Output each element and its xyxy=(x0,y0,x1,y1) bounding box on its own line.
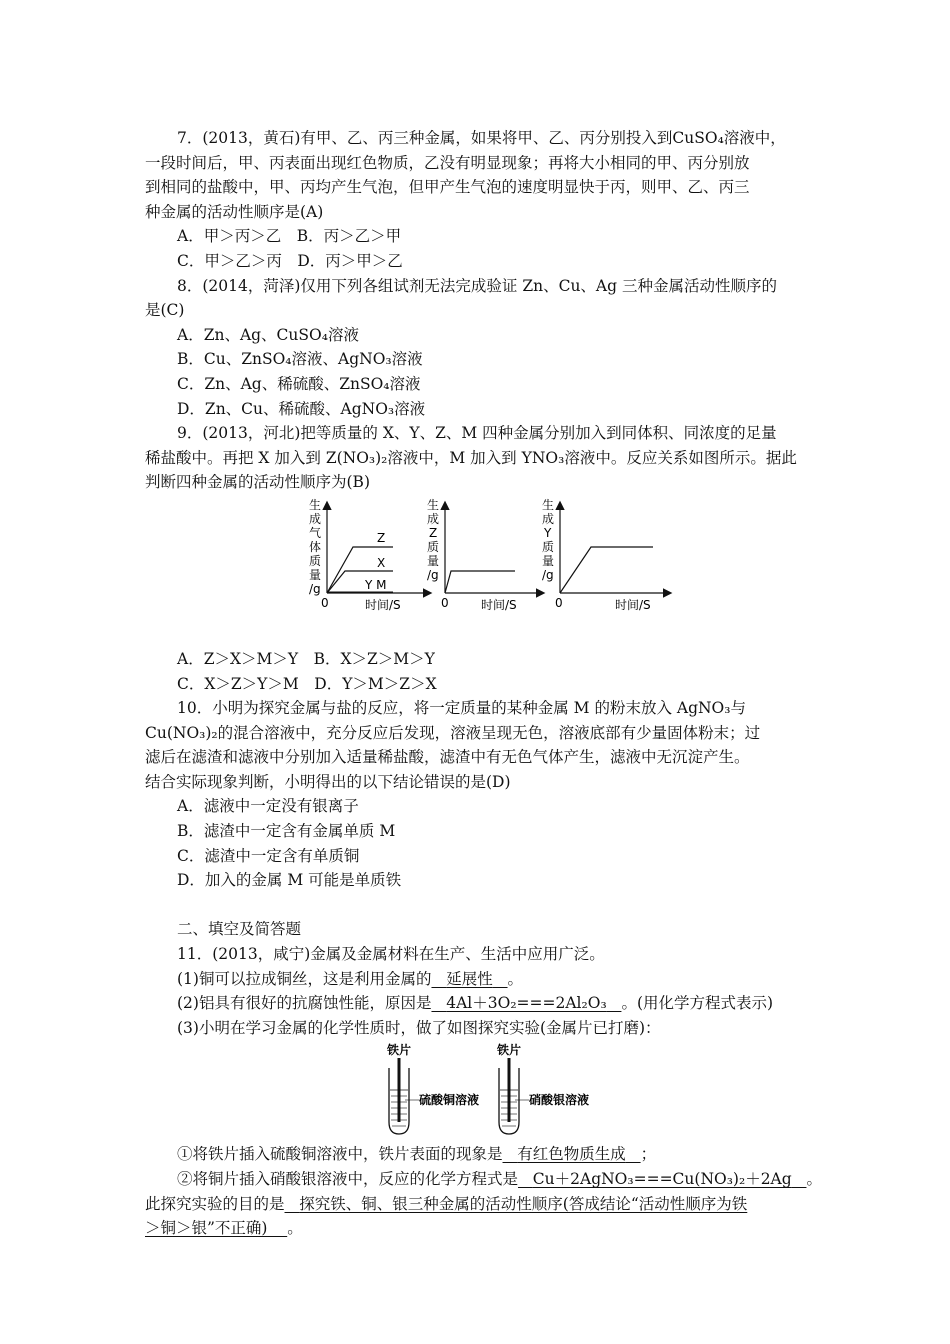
q9-graphs xyxy=(305,495,825,645)
q9-line-1: 9．(2013，河北)把等质量的 X、Y、Z、M 四种金属分别加入到同体积、同浓度的足量 xyxy=(177,424,777,443)
curve-graph-3 xyxy=(560,547,653,593)
graph-3-xlabel: 时间/S xyxy=(615,597,651,612)
label-z: Z xyxy=(377,530,386,545)
q11-s2-answer: Cu＋2AgNO₃===Cu(NO₃)₂＋2Ag xyxy=(532,1170,792,1188)
q11-p1-answer: 延展性 xyxy=(446,969,493,988)
left-label-top: 铁片 xyxy=(387,1043,412,1058)
q10-option-c: C．滤渣中一定含有单质铜 xyxy=(177,846,360,865)
graph-1-xlabel: 时间/S xyxy=(365,597,401,612)
svg-text:量: 量 xyxy=(542,553,555,568)
svg-text:成: 成 xyxy=(427,511,440,526)
worksheet xyxy=(145,126,822,1241)
q9-line-3: 判断四种金属的活动性顺序为(B) xyxy=(145,473,370,492)
q7-line-4: 种金属的活动性顺序是(A) xyxy=(145,202,324,221)
left-label-solution: 硫酸铜溶液 xyxy=(419,1093,480,1108)
svg-text:体: 体 xyxy=(309,539,322,554)
q11-part-1: (1)铜可以拉成铜丝，这是利用金属的 延展性 。 xyxy=(145,967,815,992)
graph-1 xyxy=(309,497,430,612)
q11-s3-answer-1: 探究铁、铜、银三种金属的活动性顺序(答成结论“活动性顺序为铁 xyxy=(299,1194,748,1213)
label-y-m: Y M xyxy=(365,577,387,592)
svg-text:质: 质 xyxy=(427,539,440,554)
q10-line-4: 结合实际现象判断，小明得出的以下结论错误的是(D) xyxy=(145,772,511,791)
q11-part-2: (2)铝具有很好的抗腐蚀性能，原因是 4Al＋3O₂===2Al₂O₃ 。(用化学方程式表示) xyxy=(145,991,815,1016)
q11-figure xyxy=(145,1040,815,1142)
q11-sub-3-line-2: ＞铜＞银”不正确) 。 xyxy=(145,1216,815,1241)
q7-line-2: 一段时间后，甲、丙表面出现红色物质，乙没有明显现象；再将大小相同的甲、丙分别放 xyxy=(145,153,750,172)
q8-line-1: 8．(2014，菏泽)仅用下列各组试剂无法完成验证 Zn、Cu、Ag 三种金属活动性顺序的 xyxy=(177,276,777,295)
q8-option-d: D．Zn、Cu、稀硫酸、AgNO₃溶液 xyxy=(177,399,426,418)
q9-options-cd: C．X＞Z＞Y＞M D．Y＞M＞Z＞X xyxy=(177,674,437,693)
svg-text:质: 质 xyxy=(309,553,322,568)
q10-line-2: Cu(NO₃)₂的混合溶液中，充分反应后发现，溶液呈现无色，溶液底部有少量固体粉末；过 xyxy=(145,723,761,742)
q9-line-2: 稀盐酸中。再把 X 加入到 Z(NO₃)₂溶液中，M 加入到 YNO₃溶液中。反应关系如图所示。据此 xyxy=(145,448,797,467)
q11-s1-answer: 有红色物质生成 xyxy=(517,1145,626,1164)
q11-sub-3-line-1: 此探究实验的目的是 探究铁、铜、银三种金属的活动性顺序(答成结论“活动性顺序为铁 xyxy=(145,1192,815,1217)
svg-text:气: 气 xyxy=(309,525,322,540)
graph-2-xlabel: 时间/S xyxy=(481,597,517,612)
svg-text:生: 生 xyxy=(427,497,440,512)
q7-options-cd: C．甲＞乙＞丙 D．丙＞甲＞乙 xyxy=(177,251,403,270)
svg-text:质: 质 xyxy=(542,539,555,554)
q11-p2-text: (2)铝具有很好的抗腐蚀性能，原因是 xyxy=(177,994,432,1013)
svg-text:/g: /g xyxy=(542,567,554,582)
svg-text:/g: /g xyxy=(309,581,321,596)
section-2-title: 二、填空及简答题 xyxy=(177,920,302,939)
q11-p1-text: (1)铜可以拉成铜丝，这是利用金属的 xyxy=(177,969,432,988)
svg-text:成: 成 xyxy=(542,511,555,526)
label-x: X xyxy=(377,555,386,570)
curve-graph-2 xyxy=(445,571,515,593)
svg-text:量: 量 xyxy=(309,567,322,582)
q9-options-ab: A．Z＞X＞M＞Y B．X＞Z＞M＞Y xyxy=(177,649,435,668)
left-test-tube xyxy=(386,1042,479,1134)
svg-text:生: 生 xyxy=(542,497,555,512)
q10-option-b: B．滤渣中一定含有金属单质 M xyxy=(177,822,396,841)
q7-line-3: 到相同的盐酸中，甲、丙均产生气泡，但甲产生气泡的速度明显快于丙，则甲、乙、丙三 xyxy=(145,178,750,197)
right-label-top: 铁片 xyxy=(497,1043,522,1058)
graph-2-ylabel xyxy=(427,497,439,582)
q10-option-d: D．加入的金属 M 可能是单质铁 xyxy=(177,871,402,890)
q11-sub-1: ①将铁片插入硫酸铜溶液中，铁片表面的现象是 有红色物质生成 ； xyxy=(145,1142,815,1167)
svg-text:Z: Z xyxy=(429,525,438,540)
graph-2 xyxy=(427,497,543,612)
q9-figure xyxy=(145,495,815,647)
graph-1-origin: 0 xyxy=(321,595,329,610)
q7-options-ab: A．甲＞丙＞乙 B．丙＞乙＞甲 xyxy=(177,227,402,246)
graph-3-ylabel xyxy=(542,497,554,582)
graph-2-origin: 0 xyxy=(441,595,449,610)
graph-3-origin: 0 xyxy=(555,595,563,610)
q11-p2-answer: 4Al＋3O₂===2Al₂O₃ xyxy=(446,994,607,1013)
q11-intro: 11．(2013，咸宁)金属及金属材料在生产、生活中应用广泛。 xyxy=(177,945,605,964)
q8-line-2: 是(C) xyxy=(145,301,185,320)
q7-line-1: 7．(2013，黄石)有甲、乙、丙三种金属，如果将甲、乙、丙分别投入到CuSO₄溶液中， xyxy=(177,129,786,147)
q8-option-a: A．Zn、Ag、CuSO₄溶液 xyxy=(177,325,359,344)
q10-option-a: A．滤液中一定没有银离子 xyxy=(177,797,359,816)
q11-part-3: (3)小明在学习金属的化学性质时，做了如图探究实验(金属片已打磨)： xyxy=(177,1018,661,1037)
svg-text:量: 量 xyxy=(427,553,440,568)
q10-line-3: 滤后在滤渣和滤液中分别加入适量稀盐酸，滤渣中有无色气体产生，滤液中无沉淀产生。 xyxy=(145,748,750,767)
q10-line-1: 10．小明为探究金属与盐的反应，将一定质量的某种金属 M 的粉末放入 AgNO₃与 xyxy=(177,699,746,718)
q8-option-b: B．Cu、ZnSO₄溶液、AgNO₃溶液 xyxy=(177,350,423,369)
test-tubes-diagram xyxy=(383,1040,623,1140)
q8-option-c: C．Zn、Ag、稀硫酸、ZnSO₄溶液 xyxy=(177,374,421,393)
svg-text:成: 成 xyxy=(309,511,322,526)
q11-s3-answer-2: ＞铜＞银”不正确) xyxy=(145,1219,268,1238)
right-test-tube xyxy=(496,1042,589,1134)
graph-1-ylabel xyxy=(309,497,321,596)
q11-sub-2: ②将铜片插入硝酸银溶液中，反应的化学方程式是 Cu＋2AgNO₃===Cu(NO₃)₂＋2Ag 。 xyxy=(145,1167,815,1192)
svg-text:/g: /g xyxy=(427,567,439,582)
right-label-solution: 硝酸银溶液 xyxy=(529,1093,590,1108)
svg-text:生: 生 xyxy=(309,497,322,512)
svg-text:Y: Y xyxy=(544,525,552,540)
graph-3 xyxy=(542,497,670,612)
